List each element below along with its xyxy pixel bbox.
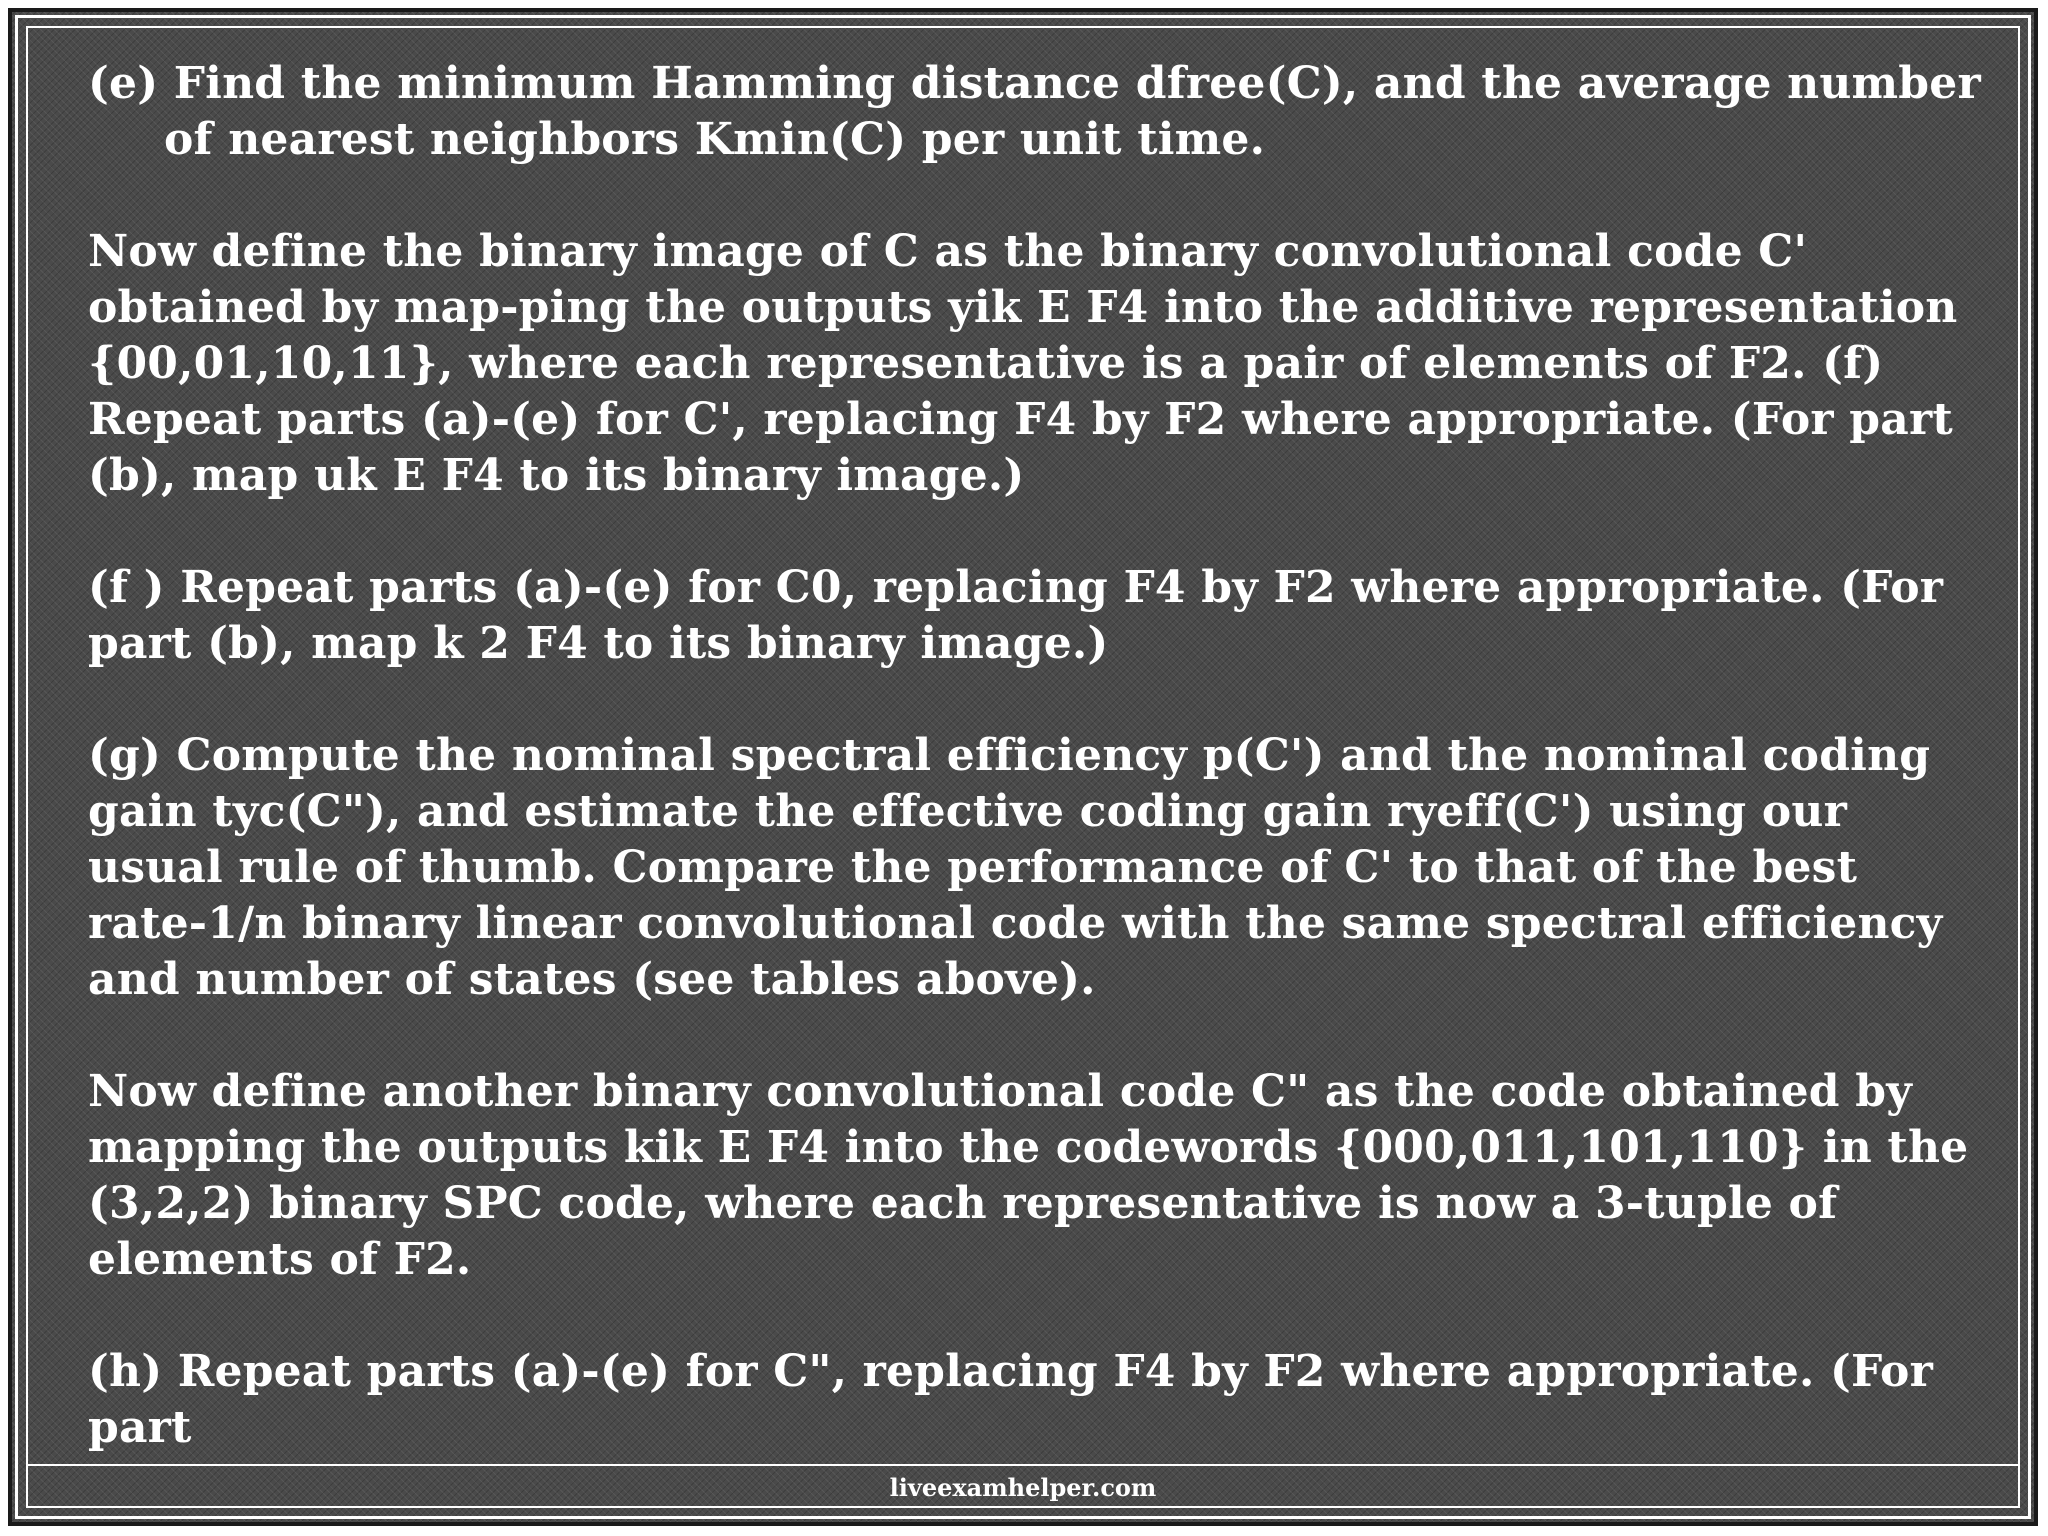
paragraph-e: (e) Find the minimum Hamming distance dfree(C), and the average number of nearest neighbors Kmin(C) per unit time.: [88, 58, 1981, 165]
paragraph-spc-code: Now define another binary convolutional code C" as the code obtained by mapping the outputs kik E F4 into the codewords {000,011,101,110} in the (3,2,2) binary SPC code, where each representative is now a 3-tuple of elements of F2.: [88, 1066, 1969, 1285]
paragraph-binary-image: Now define the binary image of C as the binary convolutional code C' obtained by map-ping the outputs yik E F4 into the additive representation {00,01,10,11}, where each representative is a pair of elements of F2. (f) Repeat parts (a)-(e) for C', replacing F4 by F2 where appropriate. (For part (b), map uk E F4 to its binary image.): [88, 226, 1958, 501]
footer-site-text: liveexamhelper.com: [889, 1472, 1157, 1502]
document-panel: [8, 8, 2038, 1526]
paragraph-g: (g) Compute the nominal spectral efficiency p(C') and the nominal coding gain tyc(C"), and estimate the effective coding gain ryeff(C') using our usual rule of thumb. Compare the performance of C' to that of the best rate-1/n binary linear convolutional code with the same spectral efficiency and number of states (see tables above).: [88, 730, 1943, 1005]
footer-bar: [26, 1464, 2020, 1508]
paragraph-f: (f ) Repeat parts (a)-(e) for C0, replacing F4 by F2 where appropriate. (For part (b), map k 2 F4 to its binary image.): [88, 562, 1944, 669]
document-body: [88, 56, 1988, 1512]
paragraph-h: (h) Repeat parts (a)-(e) for C", replacing F4 by F2 where appropriate. (For part: [88, 1346, 1933, 1453]
